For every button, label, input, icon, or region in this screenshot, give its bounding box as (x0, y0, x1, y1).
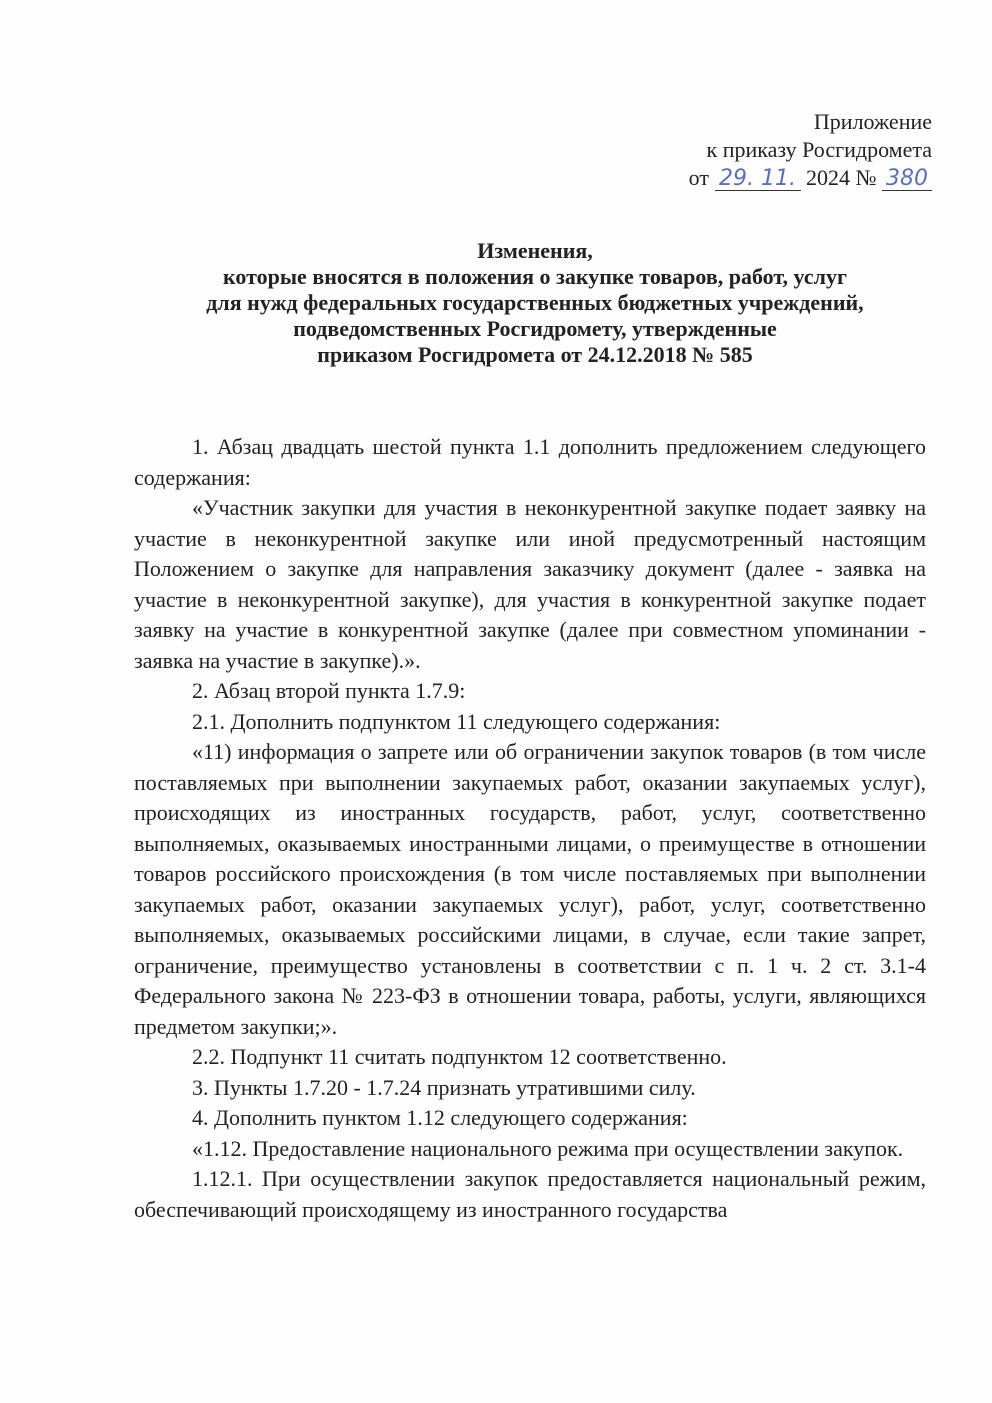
handwritten-order-number: 380 (882, 168, 932, 191)
paragraph-1: 1. Абзац двадцать шестой пункта 1.1 дополнить предложением следующего содержания: (134, 434, 926, 490)
paragraph-quote-11: «11) информация о запрете или об ограничении закупок товаров (в том числе поставляемых при выполнении закупаемых работ, оказании закупаемых услуг), происходящих из иностранных государств, работ, услуг, соответственно выполняемых, оказываемых иностранными лицами, о преимуществе в отношении товаров российского происхождения (в том числе поставляемых при выполнении закупаемых работ, оказании закупаемых услуг), работ, услуг, соответственно выполняемых, оказываемых российскими лицами, в случае, если такие запрет, ограничение, преимущество установлены в соответствии с п. 1 ч. 2 ст. 3.1-4 Федерального закона № 223-ФЗ в отношении товара, работы, услуги, являющихся предметом закупки;». (134, 739, 926, 1039)
appendix-header (689, 108, 932, 192)
document-body (134, 432, 926, 1225)
title-line-4: подведомственных Росгидромету, утвержденные (293, 316, 777, 341)
paragraph-2-1: 2.1. Дополнить подпунктом 11 следующего содержания: (192, 708, 721, 734)
handwritten-date: 29. 11. (715, 168, 801, 191)
order-reference: к приказу Росгидромета (706, 137, 932, 162)
paragraph-quote-1: «Участник закупки для участия в неконкурентной закупке подает заявку на участие в неконкурентной закупке или иной предусмотренный настоящим Положением о закупке для направления заказчику документ (далее - заявка на участие в неконкурентной закупке), для участия в конкурентной закупке подает заявку на участие в конкурентной закупке (далее при совместном упоминании - заявка на участие в закупке).». (134, 495, 926, 673)
year-number-label: 2024 № (806, 165, 877, 190)
order-date-line (689, 164, 932, 192)
paragraph-3: 3. Пункты 1.7.20 - 1.7.24 признать утратившими силу. (192, 1074, 696, 1100)
appendix-label: Приложение (813, 109, 932, 134)
paragraph-1-12-1: 1.12.1. При осуществлении закупок предоставляется национальный режим, обеспечивающий происходящему из иностранного государства (134, 1166, 926, 1222)
paragraph-1-12: «1.12. Предоставление национального режима при осуществлении закупок. (192, 1135, 904, 1161)
title-line-3: для нужд федеральных государственных бюджетных учреждений, (206, 290, 864, 315)
paragraph-2-2: 2.2. Подпункт 11 считать подпунктом 12 соответственно. (192, 1044, 727, 1069)
title-line-5: приказом Росгидромета от 24.12.2018 № 585 (317, 342, 753, 367)
document-title (130, 238, 940, 368)
title-line-1: Изменения, (477, 238, 593, 263)
paragraph-2: 2. Абзац второй пункта 1.7.9: (192, 678, 466, 703)
date-prefix: от (688, 165, 709, 190)
paragraph-4: 4. Дополнить пунктом 1.12 следующего содержания: (192, 1105, 688, 1130)
title-line-2: которые вносятся в положения о закупке товаров, работ, услуг (223, 264, 847, 289)
